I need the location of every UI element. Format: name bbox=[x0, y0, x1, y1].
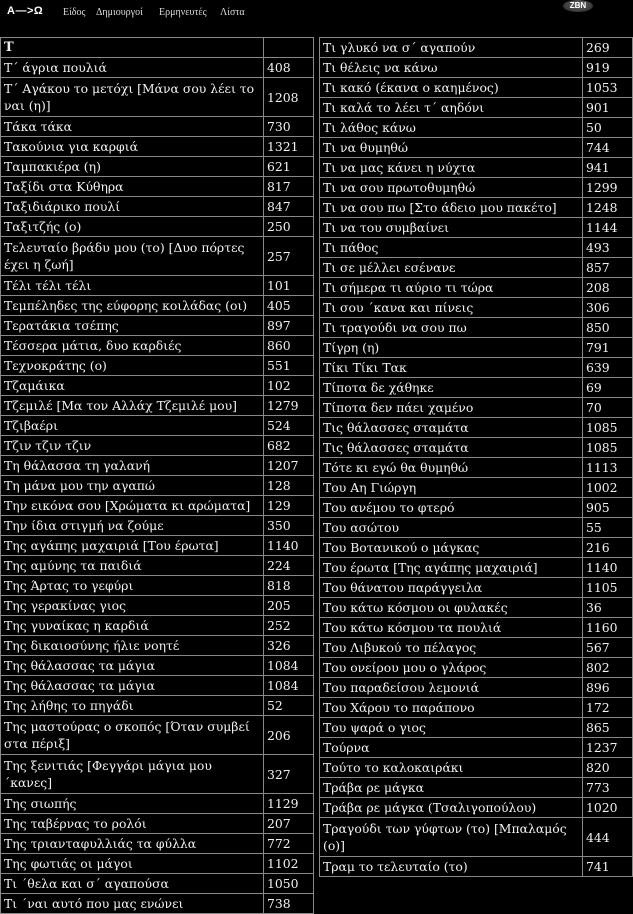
song-number: 128 bbox=[264, 476, 314, 496]
song-number: 850 bbox=[583, 318, 633, 338]
song-title-link[interactable]: Της αμύνης τα παιδιά bbox=[1, 556, 264, 576]
song-number: 1050 bbox=[264, 874, 314, 894]
song-row bbox=[320, 158, 633, 178]
song-title-link[interactable]: Του ανέμου το φτερό bbox=[320, 498, 583, 518]
song-title-link[interactable]: Της δικαιοσύνης ήλιε νοητέ bbox=[1, 636, 264, 656]
song-row bbox=[320, 38, 633, 58]
song-row bbox=[320, 258, 633, 278]
song-number: 1053 bbox=[583, 78, 633, 98]
song-row bbox=[320, 78, 633, 98]
song-number: 1207 bbox=[264, 456, 314, 476]
song-title-link[interactable]: Την ίδια στιγμή να ζούμε bbox=[1, 516, 264, 536]
song-number: 1208 bbox=[264, 78, 314, 117]
song-title-link[interactable]: Ταμπακιέρα (η) bbox=[1, 157, 264, 177]
song-title-link[interactable]: Τι κακό (έκανα ο καημένος) bbox=[320, 78, 583, 98]
song-title-link[interactable]: Τι τραγούδι να σου πω bbox=[320, 318, 583, 338]
song-row bbox=[1, 396, 314, 416]
song-number: 1129 bbox=[264, 794, 314, 814]
home-link[interactable]: Α—>Ω bbox=[7, 5, 44, 17]
song-number: 69 bbox=[583, 378, 633, 398]
song-row bbox=[320, 338, 633, 358]
song-number: 901 bbox=[583, 98, 633, 118]
song-title-link[interactable]: Της Άρτας το γεφύρι bbox=[1, 576, 264, 596]
song-row bbox=[1, 376, 314, 396]
song-title-link[interactable]: Του Λιβυκού το πέλαγος bbox=[320, 638, 583, 658]
song-number: 207 bbox=[264, 814, 314, 834]
song-row bbox=[1, 157, 314, 177]
song-title-link[interactable]: Της θάλασσας τα μάγια bbox=[1, 656, 264, 676]
song-title-link[interactable]: Τραγούδι των γύφτων (το) [Μπαλαμός (ο)] bbox=[320, 818, 583, 857]
song-number: 1113 bbox=[583, 458, 633, 478]
song-row bbox=[1, 794, 314, 814]
song-title-link[interactable]: Τι ΄ναι αυτό που μας ενώνει bbox=[1, 894, 264, 914]
song-row bbox=[1, 177, 314, 197]
song-title-link[interactable]: Ταξιτζής (ο) bbox=[1, 217, 264, 237]
song-number: 1002 bbox=[583, 478, 633, 498]
song-row bbox=[1, 137, 314, 157]
song-title-link[interactable]: Του ονείρου μου ο γλάρος bbox=[320, 658, 583, 678]
song-title-link[interactable]: Τακούνια για καρφιά bbox=[1, 137, 264, 157]
song-title-link[interactable]: Τι να του συμβαίνει bbox=[320, 218, 583, 238]
song-row bbox=[1, 416, 314, 436]
song-row bbox=[320, 598, 633, 618]
song-title-link[interactable]: Τι ΄θελα και σ΄ αγαπούσα bbox=[1, 874, 264, 894]
nav-link-list[interactable]: Λίστα bbox=[220, 7, 245, 18]
song-number: 1084 bbox=[264, 656, 314, 676]
song-row bbox=[320, 678, 633, 698]
song-row bbox=[1, 814, 314, 834]
song-title-link[interactable]: Του έρωτα [Της αγάπης μαχαιριά] bbox=[320, 558, 583, 578]
song-title-link[interactable]: Ταξιδιάρικο πουλί bbox=[1, 197, 264, 217]
song-number: 1140 bbox=[264, 536, 314, 556]
song-title-link[interactable]: Την εικόνα σου [Χρώματα κι αρώματα] bbox=[1, 496, 264, 516]
song-title-link[interactable]: Της ξενιτιάς [Φεγγάρι μάγια μου ΄κανες] bbox=[1, 755, 264, 794]
song-number: 1105 bbox=[583, 578, 633, 598]
song-title-link[interactable]: Τζαμάικα bbox=[1, 376, 264, 396]
song-title-link[interactable]: Τι σήμερα τι αύριο τι τώρα bbox=[320, 278, 583, 298]
song-title-link[interactable]: Τερατάκια τσέπης bbox=[1, 316, 264, 336]
song-title-link[interactable]: Της λήθης το πηγάδι bbox=[1, 696, 264, 716]
song-number: 897 bbox=[264, 316, 314, 336]
song-number: 524 bbox=[264, 416, 314, 436]
song-number: 172 bbox=[583, 698, 633, 718]
song-title-link[interactable]: Τεμπέληδες της εύφορης κοιλάδας (οι) bbox=[1, 296, 264, 316]
song-title-link[interactable]: Τι σε μέλλει εσένανε bbox=[320, 258, 583, 278]
song-title-link[interactable]: Τι να μας κάνει η νύχτα bbox=[320, 158, 583, 178]
song-row bbox=[320, 178, 633, 198]
song-row bbox=[1, 237, 314, 276]
song-row bbox=[1, 854, 314, 874]
song-row bbox=[1, 456, 314, 476]
song-row bbox=[1, 336, 314, 356]
song-title-link[interactable]: Τι καλά το λέει τ΄ αηδόνι bbox=[320, 98, 583, 118]
song-row bbox=[1, 276, 314, 296]
song-row bbox=[320, 118, 633, 138]
song-title-link[interactable]: Τ΄ άγρια πουλιά bbox=[1, 58, 264, 78]
song-title-link[interactable]: Τίγρη (η) bbox=[320, 338, 583, 358]
song-title-link[interactable]: Τέσσερα μάτια, δυο καρδιές bbox=[1, 336, 264, 356]
song-number: 1084 bbox=[264, 676, 314, 696]
song-row bbox=[1, 316, 314, 336]
song-number: 896 bbox=[583, 678, 633, 698]
song-number: 772 bbox=[264, 834, 314, 854]
song-title-link[interactable]: Ταξίδι στα Κύθηρα bbox=[1, 177, 264, 197]
song-number: 741 bbox=[583, 857, 633, 877]
song-row bbox=[320, 818, 633, 857]
site-logo[interactable]: ZBN bbox=[563, 0, 593, 12]
song-number: 847 bbox=[264, 197, 314, 217]
song-number: 1160 bbox=[583, 618, 633, 638]
song-row bbox=[320, 718, 633, 738]
song-title-link[interactable]: Τζεμιλέ [Μα τον Αλλάχ Τζεμιλέ μου] bbox=[1, 396, 264, 416]
song-number: 1321 bbox=[264, 137, 314, 157]
song-number: 350 bbox=[264, 516, 314, 536]
song-title-link[interactable]: Του θάνατου παράγγειλα bbox=[320, 578, 583, 598]
song-number: 224 bbox=[264, 556, 314, 576]
song-row bbox=[320, 758, 633, 778]
songs-table-left bbox=[0, 37, 314, 914]
song-row bbox=[1, 536, 314, 556]
song-row bbox=[1, 874, 314, 894]
song-row bbox=[320, 418, 633, 438]
song-title-link[interactable]: Τι σου ΄κανα και πίνεις bbox=[320, 298, 583, 318]
song-number: 905 bbox=[583, 498, 633, 518]
song-title-link[interactable]: Του ψαρά ο γιος bbox=[320, 718, 583, 738]
song-number: 326 bbox=[264, 636, 314, 656]
song-row bbox=[1, 676, 314, 696]
song-title-link[interactable]: Τέλι τέλι τέλι bbox=[1, 276, 264, 296]
header-empty-cell bbox=[264, 38, 314, 58]
song-row bbox=[320, 298, 633, 318]
song-title-link[interactable]: Του Αη Γιώργη bbox=[320, 478, 583, 498]
song-title-link[interactable]: Της αγάπης μαχαιριά [Του έρωτα] bbox=[1, 536, 264, 556]
song-row bbox=[1, 596, 314, 616]
song-row bbox=[320, 138, 633, 158]
song-row bbox=[1, 296, 314, 316]
song-title-link[interactable]: Τι γλυκό να σ΄ αγαπούν bbox=[320, 38, 583, 58]
song-number: 257 bbox=[264, 237, 314, 276]
song-row bbox=[1, 197, 314, 217]
song-title-link[interactable]: Τις θάλασσες σταμάτα bbox=[320, 438, 583, 458]
song-row bbox=[1, 894, 314, 914]
song-title-link[interactable]: Του Βοτανικού ο μάγκας bbox=[320, 538, 583, 558]
song-number: 269 bbox=[583, 38, 633, 58]
song-number: 444 bbox=[583, 818, 633, 857]
song-title-link[interactable]: Τι να σου πω [Στο άδειο μου πακέτο] bbox=[320, 198, 583, 218]
song-row bbox=[1, 78, 314, 117]
song-title-link[interactable]: Του Χάρου το παράπονο bbox=[320, 698, 583, 718]
song-number: 36 bbox=[583, 598, 633, 618]
song-number: 1140 bbox=[583, 558, 633, 578]
song-row bbox=[320, 198, 633, 218]
song-row bbox=[320, 857, 633, 877]
song-title-link[interactable]: Τράβα ρε μάγκα (Τσαλιγοπούλου) bbox=[320, 798, 583, 818]
song-number: 773 bbox=[583, 778, 633, 798]
song-title-link[interactable]: Τραμ το τελευταίο (το) bbox=[320, 857, 583, 877]
song-number: 50 bbox=[583, 118, 633, 138]
song-number: 551 bbox=[264, 356, 314, 376]
song-title-link[interactable]: Της γερακίνας γιος bbox=[1, 596, 264, 616]
song-title-link[interactable]: Του κάτω κόσμου οι φυλακές bbox=[320, 598, 583, 618]
song-number: 129 bbox=[264, 496, 314, 516]
song-title-link[interactable]: Τούρνα bbox=[320, 738, 583, 758]
song-row bbox=[1, 636, 314, 656]
song-row bbox=[1, 476, 314, 496]
song-title-link[interactable]: Τζιβαέρι bbox=[1, 416, 264, 436]
song-title-link[interactable]: Του κάτω κόσμου τα πουλιά bbox=[320, 618, 583, 638]
song-number: 621 bbox=[264, 157, 314, 177]
song-title-link[interactable]: Της τριανταφυλλιάς τα φύλλα bbox=[1, 834, 264, 854]
song-row bbox=[1, 516, 314, 536]
song-row bbox=[1, 696, 314, 716]
song-number: 55 bbox=[583, 518, 633, 538]
song-title-link[interactable]: Του παραδείσου λεμονιά bbox=[320, 678, 583, 698]
song-row bbox=[320, 458, 633, 478]
song-number: 682 bbox=[264, 436, 314, 456]
song-row bbox=[1, 117, 314, 137]
song-row bbox=[320, 558, 633, 578]
song-number: 941 bbox=[583, 158, 633, 178]
song-number: 1144 bbox=[583, 218, 633, 238]
song-row bbox=[1, 58, 314, 78]
song-number: 52 bbox=[264, 696, 314, 716]
song-row bbox=[320, 738, 633, 758]
song-row bbox=[1, 656, 314, 676]
song-row bbox=[1, 716, 314, 755]
song-number: 408 bbox=[264, 58, 314, 78]
song-row bbox=[320, 378, 633, 398]
song-number: 70 bbox=[583, 398, 633, 418]
song-title-link[interactable]: Τότε κι εγώ θα θυμηθώ bbox=[320, 458, 583, 478]
song-row bbox=[1, 556, 314, 576]
song-number: 744 bbox=[583, 138, 633, 158]
song-number: 1248 bbox=[583, 198, 633, 218]
top-navigation-bar bbox=[0, 0, 633, 30]
song-row bbox=[320, 618, 633, 638]
song-title-link[interactable]: Τεχνοκράτης (ο) bbox=[1, 356, 264, 376]
table-header-row bbox=[1, 38, 314, 58]
song-title-link[interactable]: Τι θέλεις να κάνω bbox=[320, 58, 583, 78]
song-row bbox=[320, 278, 633, 298]
song-row bbox=[320, 578, 633, 598]
nav-link-creators[interactable]: Δημιουργοί bbox=[96, 7, 143, 18]
song-row bbox=[1, 356, 314, 376]
nav-link-performers[interactable]: Ερμηνευτές bbox=[159, 7, 207, 18]
song-row bbox=[320, 98, 633, 118]
song-title-link[interactable]: Τίκι Τίκι Τακ bbox=[320, 358, 583, 378]
song-number: 1102 bbox=[264, 854, 314, 874]
song-title-link[interactable]: Της ταβέρνας το ρολόι bbox=[1, 814, 264, 834]
song-number: 208 bbox=[583, 278, 633, 298]
song-row bbox=[320, 58, 633, 78]
songs-table-right bbox=[319, 37, 633, 877]
song-number: 252 bbox=[264, 616, 314, 636]
song-number: 216 bbox=[583, 538, 633, 558]
song-number: 1085 bbox=[583, 418, 633, 438]
song-number: 1085 bbox=[583, 438, 633, 458]
song-row bbox=[320, 238, 633, 258]
song-row bbox=[320, 358, 633, 378]
song-title-link[interactable]: Τη μάνα μου την αγαπώ bbox=[1, 476, 264, 496]
song-row bbox=[320, 698, 633, 718]
song-number: 405 bbox=[264, 296, 314, 316]
song-row bbox=[320, 478, 633, 498]
letter-header: Τ bbox=[1, 38, 264, 58]
song-title-link[interactable]: Τις θάλασσες σταμάτα bbox=[320, 418, 583, 438]
song-number: 1279 bbox=[264, 396, 314, 416]
nav-link-genre[interactable]: Είδος bbox=[63, 7, 86, 18]
song-row bbox=[1, 436, 314, 456]
song-number: 101 bbox=[264, 276, 314, 296]
song-row bbox=[320, 538, 633, 558]
song-number: 306 bbox=[583, 298, 633, 318]
song-number: 205 bbox=[264, 596, 314, 616]
song-title-link[interactable]: Τάκα τάκα bbox=[1, 117, 264, 137]
song-row bbox=[320, 798, 633, 818]
song-title-link[interactable]: Τι λάθος κάνω bbox=[320, 118, 583, 138]
song-number: 738 bbox=[264, 894, 314, 914]
song-number: 919 bbox=[583, 58, 633, 78]
song-number: 327 bbox=[264, 755, 314, 794]
song-number: 791 bbox=[583, 338, 633, 358]
song-number: 1299 bbox=[583, 178, 633, 198]
song-row bbox=[320, 318, 633, 338]
song-title-link[interactable]: Τζιν τζιν τζιν bbox=[1, 436, 264, 456]
song-row bbox=[320, 658, 633, 678]
song-row bbox=[320, 778, 633, 798]
song-title-link[interactable]: Της φωτιάς οι μάγοι bbox=[1, 854, 264, 874]
song-row bbox=[320, 438, 633, 458]
song-number: 639 bbox=[583, 358, 633, 378]
song-title-link[interactable]: Τη θάλασσα τη γαλανή bbox=[1, 456, 264, 476]
song-title-link[interactable]: Τίποτα δεν πάει χαμένο bbox=[320, 398, 583, 418]
song-number: 730 bbox=[264, 117, 314, 137]
song-row bbox=[1, 755, 314, 794]
song-row bbox=[320, 518, 633, 538]
song-title-link[interactable]: Της σιωπής bbox=[1, 794, 264, 814]
song-row bbox=[320, 398, 633, 418]
song-title-link[interactable]: Τίποτα δε χάθηκε bbox=[320, 378, 583, 398]
song-row bbox=[1, 576, 314, 596]
song-row bbox=[1, 616, 314, 636]
song-row bbox=[1, 496, 314, 516]
song-number: 818 bbox=[264, 576, 314, 596]
song-row bbox=[1, 217, 314, 237]
song-row bbox=[1, 834, 314, 854]
song-number: 567 bbox=[583, 638, 633, 658]
song-title-link[interactable]: Της μαστούρας ο σκοπός [Όταν συμβεί στα πέριξ] bbox=[1, 716, 264, 755]
song-number: 865 bbox=[583, 718, 633, 738]
song-number: 493 bbox=[583, 238, 633, 258]
song-row bbox=[320, 218, 633, 238]
song-number: 820 bbox=[583, 758, 633, 778]
song-title-link[interactable]: Τι να σου πρωτοθυμηθώ bbox=[320, 178, 583, 198]
song-number: 102 bbox=[264, 376, 314, 396]
song-number: 860 bbox=[264, 336, 314, 356]
song-number: 802 bbox=[583, 658, 633, 678]
song-number: 1020 bbox=[583, 798, 633, 818]
song-title-link[interactable]: Τ΄ Αγάκου το μετόχι [Μάνα σου λέει το ναι (η)] bbox=[1, 78, 264, 117]
song-title-link[interactable]: Τούτο το καλοκαιράκι bbox=[320, 758, 583, 778]
song-number: 817 bbox=[264, 177, 314, 197]
song-title-link[interactable]: Του ασώτου bbox=[320, 518, 583, 538]
song-title-link[interactable]: Τελευταίο βράδυ μου (το) [Δυο πόρτες έχει η ζωή] bbox=[1, 237, 264, 276]
song-number: 857 bbox=[583, 258, 633, 278]
song-title-link[interactable]: Τι πάθος bbox=[320, 238, 583, 258]
song-number: 1237 bbox=[583, 738, 633, 758]
song-title-link[interactable]: Της θάλασσας τα μάγια bbox=[1, 676, 264, 696]
song-number: 206 bbox=[264, 716, 314, 755]
song-title-link[interactable]: Της γυναίκας η καρδιά bbox=[1, 616, 264, 636]
song-row bbox=[320, 498, 633, 518]
song-title-link[interactable]: Τι να θυμηθώ bbox=[320, 138, 583, 158]
song-row bbox=[320, 638, 633, 658]
song-title-link[interactable]: Τράβα ρε μάγκα bbox=[320, 778, 583, 798]
song-number: 250 bbox=[264, 217, 314, 237]
